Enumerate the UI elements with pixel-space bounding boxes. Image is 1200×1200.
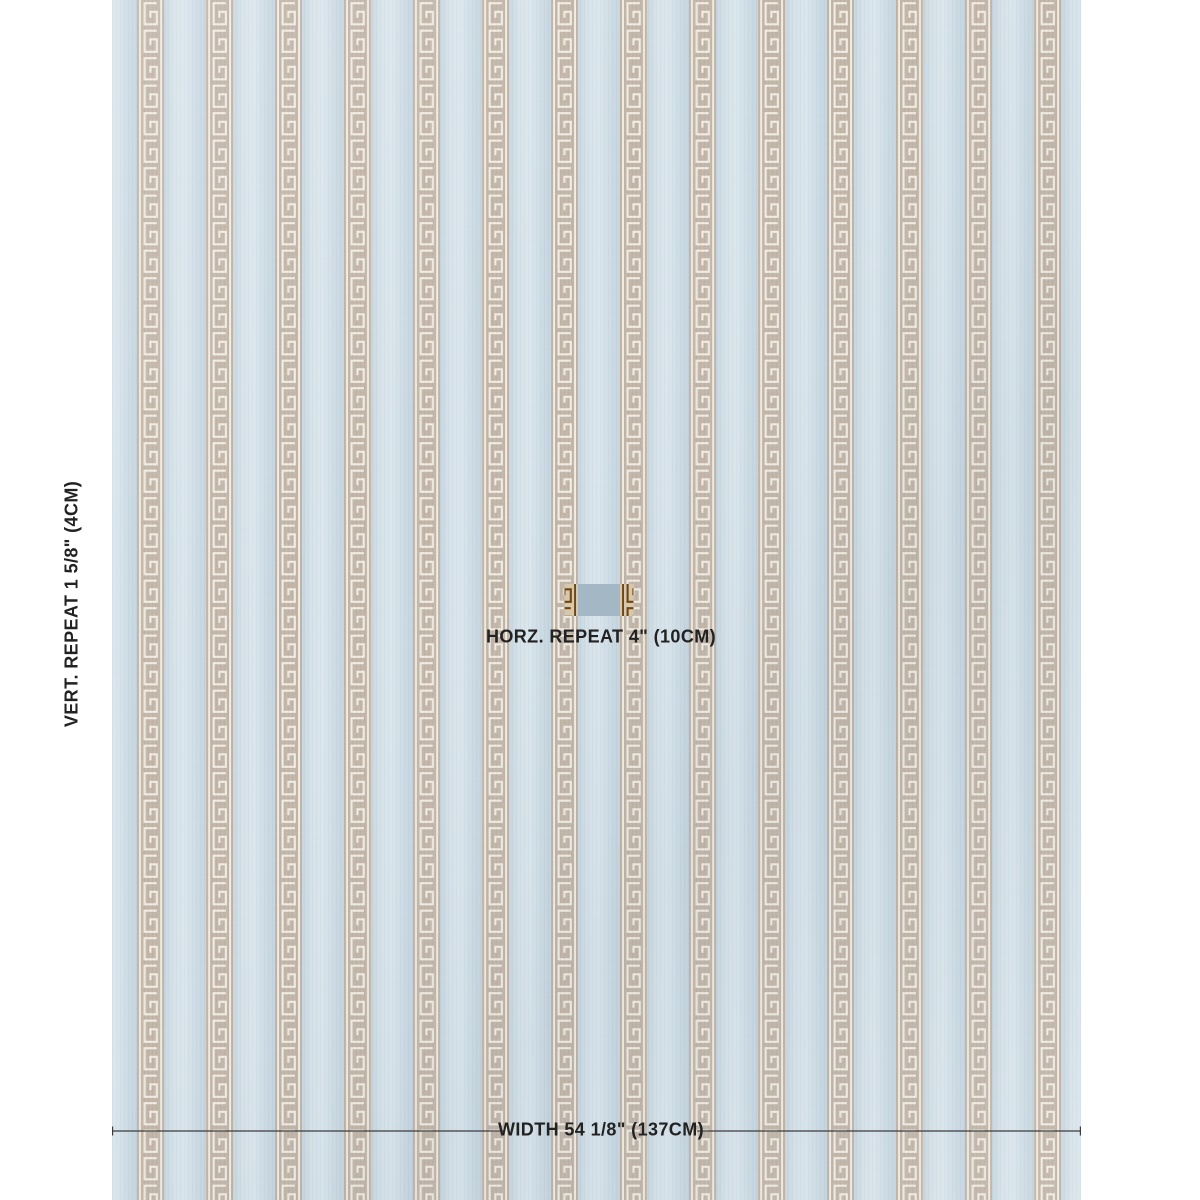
horizontal-repeat-marker <box>565 584 634 616</box>
repeat-marker-left-bracket <box>565 584 579 616</box>
repeat-marker-right-bracket <box>620 584 634 616</box>
width-label: WIDTH 54 1/8" (137CM) <box>498 1119 704 1140</box>
vertical-repeat-label: VERT. REPEAT 1 5/8" (4CM) <box>61 480 82 728</box>
horizontal-repeat-label: HORZ. REPEAT 4" (10CM) <box>485 626 717 647</box>
repeat-marker-highlight <box>578 584 620 616</box>
